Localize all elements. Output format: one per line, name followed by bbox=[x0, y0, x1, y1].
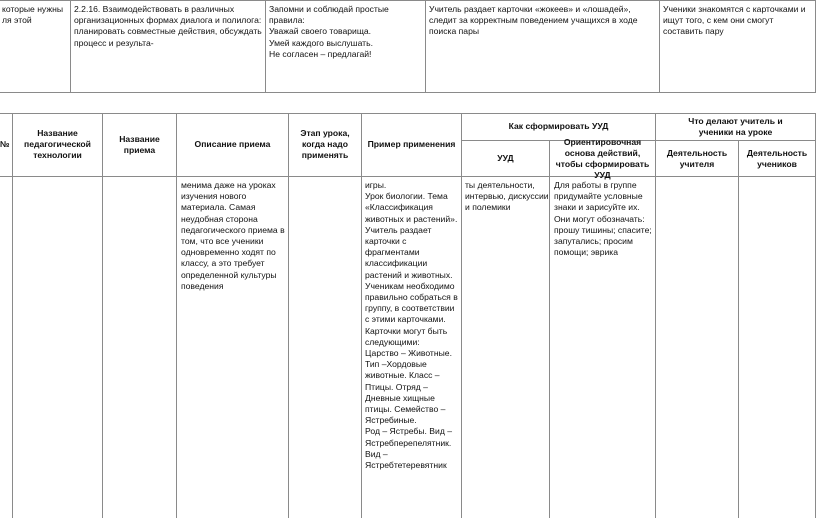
header-action-basis: Ориентировочная основа действий, чтобы сформировать УУД bbox=[555, 136, 650, 180]
header-actions-group: Что делают учитель и ученики на уроке bbox=[688, 115, 783, 137]
top-cell-students: Ученики знакомятся с карточками и ищут того, с кем они смогут составить пару bbox=[663, 4, 806, 37]
divider bbox=[0, 0, 816, 1]
header-teacher-activity: Деятельность учителя bbox=[666, 147, 728, 169]
header-method-description: Описание приема bbox=[194, 139, 271, 149]
top-cell-goal: которые нужны ля этой bbox=[2, 4, 63, 26]
top-cell-teacher: Учитель раздает карточки «жокеев» и «лошадей», следит за корректным поведением учащихся в ходе поиска пары bbox=[429, 4, 638, 37]
header-uud: УУД bbox=[497, 153, 514, 163]
divider bbox=[0, 92, 816, 93]
header-lesson-stage: Этап урока, когда надо применять bbox=[300, 128, 350, 160]
top-cell-rules: Запомни и соблюдай простые правила: Уважай своего товарища. Умей каждого выслушать. Не согласен – предлагай! bbox=[269, 4, 389, 59]
action-basis-text: Для работы в группе придумайте условные знаки и зарисуйте их. Они могут обозначать: прошу тишины; спасите; запутались; просим помощи; эврика bbox=[554, 180, 652, 258]
uud-text: ты деятельности, интервью, дискуссии и полемики bbox=[465, 180, 549, 213]
method-description-text: менима даже на уроках изучения нового материала. Самая неудобная сторона педагогического приема в том, что все ученики одновременно ходят по классу, а это требует определенной культуры поведения bbox=[181, 180, 285, 291]
divider bbox=[549, 140, 550, 518]
divider bbox=[265, 0, 266, 92]
divider bbox=[0, 176, 816, 177]
divider bbox=[738, 140, 739, 518]
header-technology: Название педагогической технологии bbox=[24, 128, 91, 160]
header-student-activity: Деятельность учеников bbox=[746, 147, 808, 169]
top-cell-uud: 2.2.16. Взаимодействовать в различных организационных формах диалога и полилога: планировать совместные действия, обсуждать процесс и результа- bbox=[74, 4, 262, 48]
header-number: № bbox=[0, 139, 10, 149]
header-example: Пример применения bbox=[367, 139, 456, 149]
divider bbox=[425, 0, 426, 92]
header-uud-group: Как сформировать УУД bbox=[508, 121, 609, 131]
header-method-name: Название приема bbox=[119, 133, 160, 155]
divider bbox=[70, 0, 71, 92]
example-text: игры. Урок биологии. Тема «Классификация животных и растений». Учитель раздает карточки с фрагментами классификации растений и животных. Ученикам необходимо правильно собраться в группу, в соответствии с этими карточками. Карточки могут быть следующими: Царство – Животные. Тип –Хордовые животные. Класс – Птицы. Отряд – Дневные хищные птицы. Семейство – Ястребиные. Род – Ястребы. Вид – Ястребперепелятник. Вид – Ястребтетеревятник bbox=[365, 180, 458, 471]
divider bbox=[659, 0, 660, 92]
